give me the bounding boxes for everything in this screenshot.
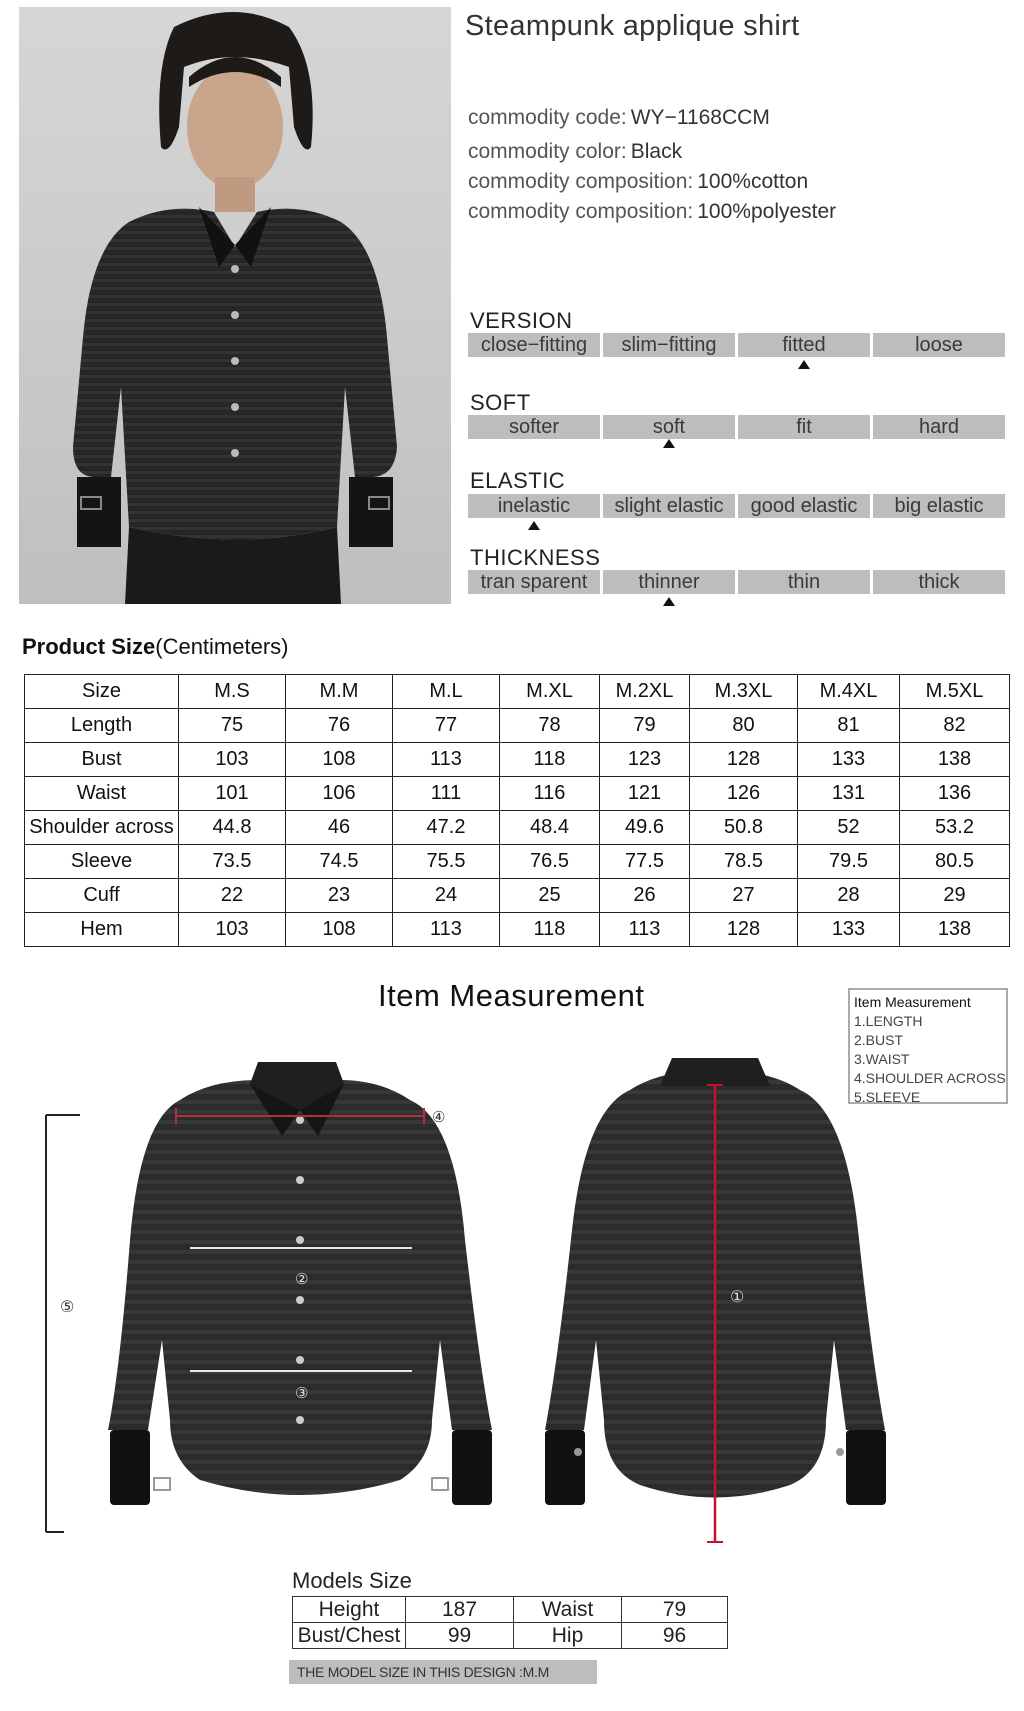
table-cell: 118 [500,913,600,947]
table-cell: 78.5 [690,845,798,879]
table-cell: Hem [25,913,179,947]
table-cell: 29 [900,879,1010,913]
table-cell: 113 [393,913,500,947]
table-cell: 44.8 [179,811,286,845]
table-cell: 108 [286,743,393,777]
table-cell: 46 [286,811,393,845]
scale-option: big elastic [873,494,1005,518]
scale-option: soft [603,415,735,439]
scale-heading-thickness: THICKNESS [470,545,601,570]
model-photo-illustration [19,7,451,604]
spec-value: WY−1168CCM [630,106,770,129]
scale-option: thin [738,570,870,594]
item-measurement-title: Item Measurement [378,978,645,1013]
scale-option: softer [468,415,600,439]
scale-soft [468,415,1005,439]
sleeve-bracket [46,1115,80,1532]
table-cell: 108 [286,913,393,947]
table-cell: 128 [690,743,798,777]
table-cell: 111 [393,777,500,811]
table-cell: 75.5 [393,845,500,879]
table-header-cell: Size [25,675,179,709]
models-size-title: Models Size [292,1568,412,1593]
table-cell: 103 [179,743,286,777]
table-cell: 25 [500,879,600,913]
table-cell: Waist [514,1597,622,1623]
scale-option: good elastic [738,494,870,518]
scale-option: fitted [738,333,870,357]
legend-item: 1.LENGTH [854,1013,923,1029]
scale-heading-elastic: ELASTIC [470,468,566,493]
table-cell: Length [25,709,179,743]
table-cell: 78 [500,709,600,743]
spec-color [468,140,682,164]
table-cell: 24 [393,879,500,913]
table-cell: 133 [798,913,900,947]
table-cell: Sleeve [25,845,179,879]
table-row [25,811,1010,845]
table-cell: 76.5 [500,845,600,879]
sleeve-marker: ⑤ [60,1297,75,1316]
size-table [24,674,1010,947]
spec-label: commodity color: [468,140,627,163]
length-marker: ① [730,1287,745,1306]
table-cell: 118 [500,743,600,777]
table-cell: 27 [690,879,798,913]
table-header-cell: M.M [286,675,393,709]
spec-label: commodity composition: [468,200,694,223]
measurement-diagram [0,1040,1024,1560]
table-cell: 28 [798,879,900,913]
scale-option: thinner [603,570,735,594]
product-size-heading: Product Size [22,634,156,659]
spec-label: commodity code: [468,106,627,129]
table-row [25,845,1010,879]
scale-option: inelastic [468,494,600,518]
table-cell: 50.8 [690,811,798,845]
scale-option: close−fitting [468,333,600,357]
table-cell: 133 [798,743,900,777]
table-cell: 96 [622,1623,728,1649]
table-row [293,1597,728,1623]
table-header-cell: M.XL [500,675,600,709]
spec-value: 100%cotton [697,170,809,193]
table-row [25,743,1010,777]
bust-marker: ② [295,1270,309,1288]
product-size-unit: (Centimeters) [155,634,289,659]
spec-value: Black [630,140,683,163]
table-cell: 123 [600,743,690,777]
table-cell: 80 [690,709,798,743]
table-header-cell: M.2XL [600,675,690,709]
table-cell: 53.2 [900,811,1010,845]
table-cell: 73.5 [179,845,286,879]
scale-option: loose [873,333,1005,357]
spec-value: 100%polyester [697,200,837,223]
table-cell: 22 [179,879,286,913]
table-cell: Bust/Chest [293,1623,406,1649]
spec-label: commodity composition: [468,170,694,193]
table-cell: 187 [406,1597,514,1623]
table-cell: 79.5 [798,845,900,879]
table-cell: 23 [286,879,393,913]
table-cell: Shoulder across [25,811,179,845]
waist-marker: ③ [295,1384,309,1402]
table-cell: 52 [798,811,900,845]
table-header-cell: M.4XL [798,675,900,709]
table-row [25,879,1010,913]
spec-composition [468,200,836,224]
scale-selected-marker [798,360,810,369]
table-cell: 80.5 [900,845,1010,879]
table-cell: 82 [900,709,1010,743]
table-cell: Waist [25,777,179,811]
table-cell: 47.2 [393,811,500,845]
table-row [25,709,1010,743]
scale-selected-marker [663,439,675,448]
table-cell: 138 [900,913,1010,947]
table-header-cell: M.L [393,675,500,709]
table-row [25,777,1010,811]
table-cell: 113 [600,913,690,947]
scale-option: fit [738,415,870,439]
spec-composition [468,170,808,194]
scale-elastic [468,494,1005,518]
models-size-table [292,1596,728,1649]
table-cell: 136 [900,777,1010,811]
legend-item: 2.BUST [854,1032,904,1048]
table-cell: 74.5 [286,845,393,879]
model-size-note: THE MODEL SIZE IN THIS DESIGN :M.M [289,1660,597,1684]
table-cell: Hip [514,1623,622,1649]
table-cell: 106 [286,777,393,811]
scale-option: thick [873,570,1005,594]
table-cell: 116 [500,777,600,811]
table-header-cell: M.5XL [900,675,1010,709]
table-cell: 77 [393,709,500,743]
scale-heading-version: VERSION [470,308,573,333]
scale-option: tran sparent [468,570,600,594]
table-cell: 121 [600,777,690,811]
table-cell: 103 [179,913,286,947]
table-header-cell: M.S [179,675,286,709]
legend-item: 4.SHOULDER ACROSS [854,1070,1006,1086]
table-cell: 76 [286,709,393,743]
table-header-cell: M.3XL [690,675,798,709]
table-cell: 48.4 [500,811,600,845]
table-cell: 113 [393,743,500,777]
legend-item: 5.SLEEVE [854,1089,921,1105]
legend-title: Item Measurement [854,994,971,1010]
table-cell: 77.5 [600,845,690,879]
scale-option: hard [873,415,1005,439]
table-cell: 26 [600,879,690,913]
table-header-row [25,675,1010,709]
table-cell: 49.6 [600,811,690,845]
table-cell: 101 [179,777,286,811]
table-row [25,913,1010,947]
product-size-title [22,634,289,660]
model-photo [19,7,451,604]
table-cell: 81 [798,709,900,743]
scale-option: slight elastic [603,494,735,518]
table-cell: Height [293,1597,406,1623]
table-cell: Cuff [25,879,179,913]
table-cell: 75 [179,709,286,743]
table-cell: 99 [406,1623,514,1649]
table-cell: 131 [798,777,900,811]
table-row [293,1623,728,1649]
scale-thickness [468,570,1005,594]
table-cell: 138 [900,743,1010,777]
shoulder-marker: ④ [432,1108,446,1126]
scale-option: slim−fitting [603,333,735,357]
table-cell: 128 [690,913,798,947]
scale-heading-soft: SOFT [470,390,531,415]
table-cell: 79 [600,709,690,743]
spec-code [468,106,770,130]
legend-item: 3.WAIST [854,1051,910,1067]
table-cell: 126 [690,777,798,811]
table-cell: 79 [622,1597,728,1623]
scale-selected-marker [663,597,675,606]
product-title: Steampunk applique shirt [465,10,800,42]
table-cell: Bust [25,743,179,777]
scale-selected-marker [528,521,540,530]
scale-version [468,333,1005,357]
